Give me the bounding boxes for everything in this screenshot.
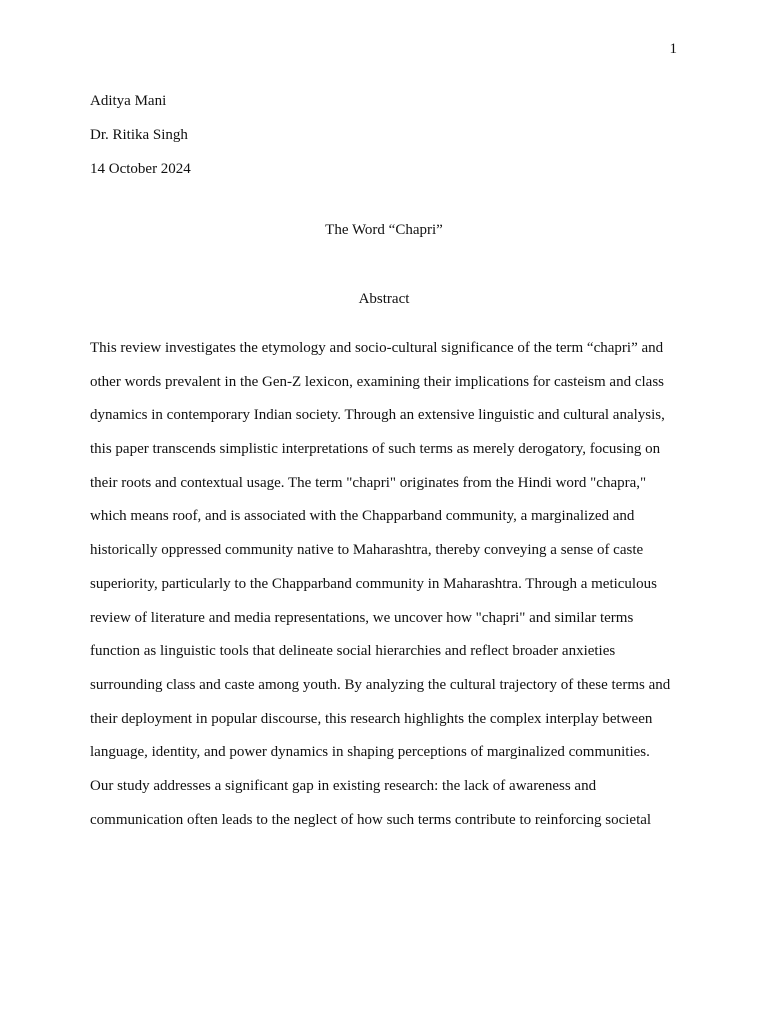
abstract-line: communication often leads to the neglect of how such terms contribute to reinforcing societal	[90, 811, 652, 828]
abstract-line: superiority, particularly to the Chapparband community in Maharashtra. Through a meticulous	[90, 575, 657, 592]
abstract-line: function as linguistic tools that delineate social hierarchies and reflect broader anxieties	[90, 643, 616, 660]
abstract-line: their roots and contextual usage. The term "chapri" originates from the Hindi word "chapra,"	[90, 474, 647, 491]
abstract-line: their deployment in popular discourse, this research highlights the complex interplay between	[90, 710, 653, 727]
paper-title: The Word “Chapri”	[325, 222, 443, 238]
abstract-line: which means roof, and is associated with the Chapparband community, a marginalized and	[90, 508, 635, 525]
abstract-line: language, identity, and power dynamics in shaping perceptions of marginalized communities.	[90, 744, 650, 761]
abstract-line: review of literature and media representations, we uncover how "chapri" and similar terms	[90, 609, 634, 626]
author-name: Aditya Mani	[90, 93, 167, 109]
abstract-line: This review investigates the etymology and socio-cultural significance of the term “chapri” and	[90, 340, 664, 356]
submission-date: 14 October 2024	[90, 161, 191, 177]
mla-heading	[90, 84, 191, 186]
abstract-body	[90, 336, 690, 841]
abstract-line: dynamics in contemporary Indian society. Through an extensive linguistic and cultural analysis,	[90, 407, 665, 424]
abstract-line: surrounding class and caste among youth. By analyzing the cultural trajectory of these terms and	[90, 676, 671, 693]
abstract-heading: Abstract	[358, 291, 410, 307]
abstract-line: other words prevalent in the Gen-Z lexicon, examining their implications for casteism and class	[90, 373, 664, 390]
abstract-line: this paper transcends simplistic interpretations of such terms as merely derogatory, focusing on	[90, 441, 661, 458]
instructor-name: Dr. Ritika Singh	[90, 127, 188, 143]
abstract-line: historically oppressed community native to Maharashtra, thereby conveying a sense of caste	[90, 542, 644, 559]
abstract-line: Our study addresses a significant gap in existing research: the lack of awareness and	[90, 777, 597, 794]
page-number: 1	[669, 41, 677, 57]
